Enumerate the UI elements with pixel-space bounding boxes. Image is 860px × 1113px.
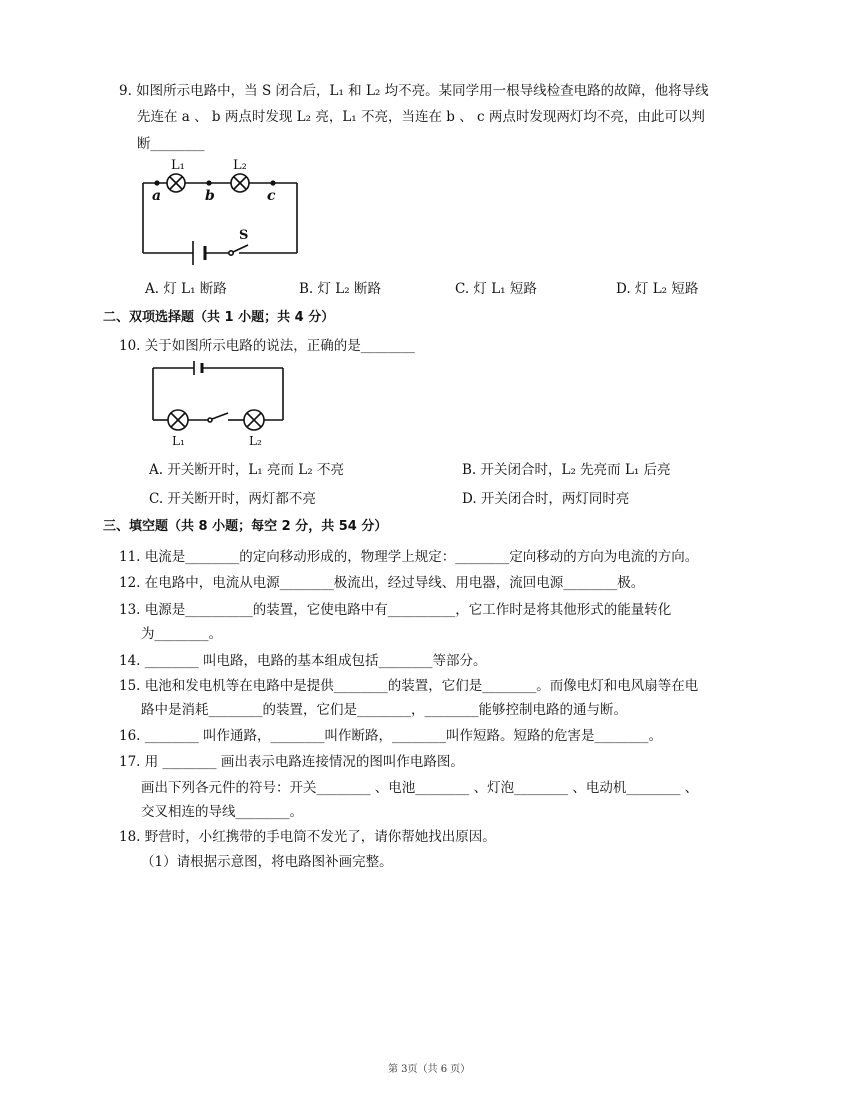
label-L2: L₂ <box>233 158 247 173</box>
q15-line1: 15. 电池和发电机等在电路中是提供________的装置，它们是________。而像电灯和电风扇等在电 <box>119 678 699 694</box>
q10-option-c: C. 开关断开时，两灯都不亮 <box>149 491 316 507</box>
q13-line1: 13. 电源是__________的装置，它使电路中有__________，它工作时是将其他形式的能量转化 <box>119 602 672 618</box>
switch-icon <box>208 413 228 422</box>
label-L1: L₁ <box>172 434 185 448</box>
section3-title: 三、填空题（共 8 小题；每空 2 分，共 54 分） <box>103 519 388 534</box>
label-b: b <box>205 188 215 204</box>
lamp-L1-icon <box>167 174 185 192</box>
lamp-L2-icon <box>231 174 249 192</box>
q14-text: 14. ________ 叫电路，电路的基本组成包括________等部分。 <box>119 653 487 669</box>
q17-line1: 17. 用 ________ 画出表示电路连接情况的图叫作电路图。 <box>119 754 464 770</box>
q10-option-a: A. 开关断开时，L₁ 亮而 L₂ 不亮 <box>149 462 344 478</box>
point-a-dot <box>154 180 159 185</box>
q18-line2: （1）请根据示意图，将电路图补画完整。 <box>141 854 393 870</box>
label-L2: L₂ <box>249 434 262 448</box>
point-b-dot <box>206 180 211 185</box>
q15-line2: 路中是消耗________的装置，它们是________，________能够控制电路的通与断。 <box>141 702 627 718</box>
q10-stem: 10. 关于如图所示电路的说法，正确的是________ <box>119 338 415 354</box>
label-L1: L₁ <box>171 158 185 173</box>
q9-line3: 断________ <box>137 136 205 152</box>
q18-line1: 18. 野营时，小红携带的手电筒不发光了，请你帮她找出原因。 <box>119 829 496 845</box>
battery-icon <box>194 361 202 375</box>
q9-option-c: C. 灯 L₁ 短路 <box>455 281 537 297</box>
q16-text: 16. ________ 叫作通路，________叫作断路，________叫作短路。短路的危害是________。 <box>119 728 663 744</box>
q9-circuit-diagram <box>135 155 315 267</box>
q9-option-b: B. 灯 L₂ 断路 <box>299 281 381 297</box>
q17-line2: 画出下列各元件的符号：开关________ 、电池________ 、灯泡________ 、电动机________ 、 <box>141 780 699 796</box>
point-c-dot <box>270 180 275 185</box>
lamp-L2-icon <box>244 410 264 430</box>
q13-line2: 为________。 <box>141 626 222 642</box>
q9-line2: 先连在 a 、 b 两点时发现 L₂ 亮，L₁ 不亮，当连在 b 、 c 两点时发现两灯均不亮，由此可以判 <box>137 109 705 125</box>
section2-title: 二、双项选择题（共 1 小题；共 4 分） <box>103 310 335 325</box>
q10-option-b: B. 开关闭合时，L₂ 先亮而 L₁ 后亮 <box>462 462 671 478</box>
label-S: S <box>239 228 249 243</box>
battery-icon <box>193 241 205 265</box>
lamp-L1-icon <box>168 410 188 430</box>
q12-text: 12. 在电路中，电流从电源________极流出，经过导线、用电器，流回电源________极。 <box>119 575 645 591</box>
q11-text: 11. 电流是________的定向移动形成的，物理学上规定：________定向移动的方向为电流的方向。 <box>119 549 699 565</box>
q10-circuit-diagram <box>146 358 291 450</box>
label-a: a <box>152 188 162 204</box>
q10-option-d: D. 开关闭合时，两灯同时亮 <box>462 491 630 507</box>
q9-line1: 9. 如图所示电路中，当 S 闭合后，L₁ 和 L₂ 均不亮。某同学用一根导线检查电路的故障，他将导线 <box>119 83 709 99</box>
q17-line3: 交叉相连的导线________。 <box>141 804 303 820</box>
q9-option-a: A. 灯 L₁ 断路 <box>145 281 227 297</box>
page-footer: 第 3页（共 6 页） <box>388 1064 471 1075</box>
q9-option-d: D. 灯 L₂ 短路 <box>616 281 699 297</box>
label-c: c <box>267 188 276 204</box>
